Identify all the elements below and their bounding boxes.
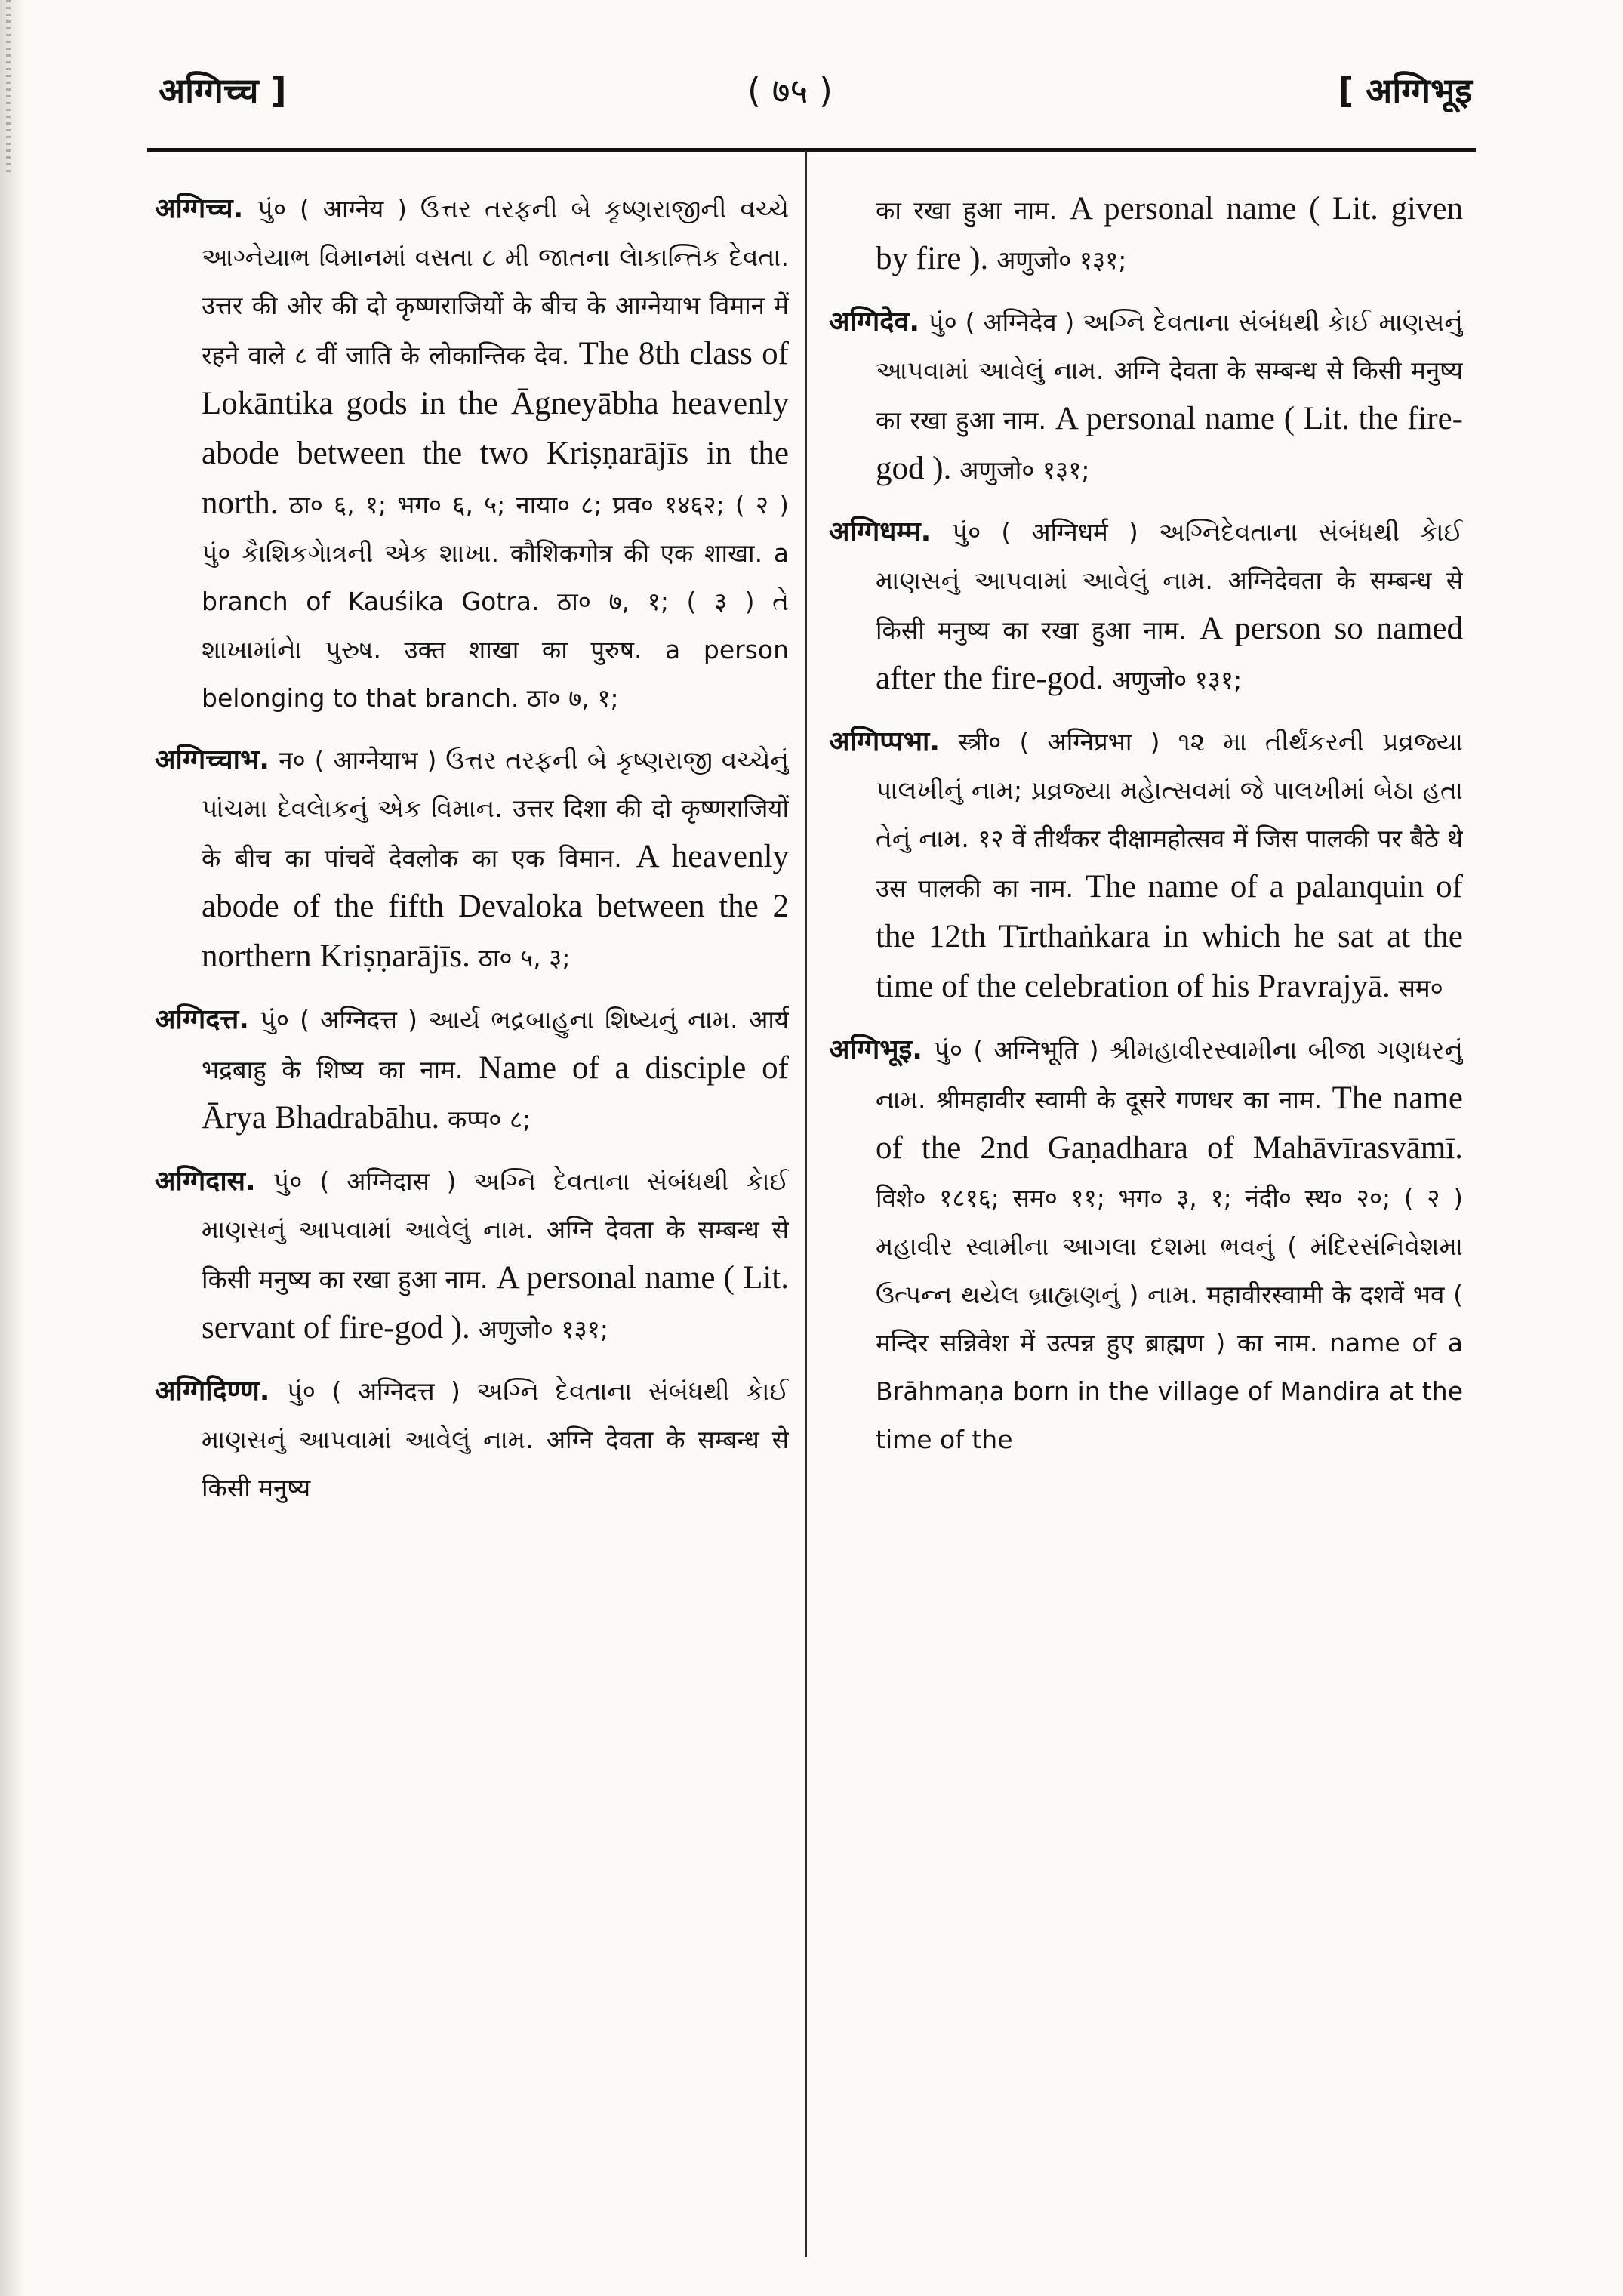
entry-headword: अग्गिभूइ. (829, 1034, 922, 1065)
entry-english: Name of a disciple of Ārya Bhadrabāhu. (202, 1050, 789, 1136)
column-divider (805, 151, 807, 2257)
entry-english: A heavenly abode of the fifth Devaloka between the 2 northern Kriṣṇarājīs. (202, 839, 789, 974)
entry-english: The 8th class of Lokāntika gods in the Āgneyābha heavenly abode between the two Kriṣṇarājīs in the north. (202, 336, 789, 521)
entry-gujarati: પું० ( अग्निधर्म ) અગ્નિદેવતાના સંબંધથી કેાઈ માણસનું આપવામાં આવેલું નામ. (876, 517, 1463, 595)
entry-english: The name of the 2nd Gaṇadhara of Mahāvīrasvāmī. (876, 1080, 1463, 1166)
dictionary-entry (829, 718, 1463, 1012)
entry-gujarati: स्त्री० ( अग्निप्रभा ) ૧૨ મા તીર્થંકરની પ્રવ્રજ્યા પાલખીનું નામ; પ્રવ્રજ્યા મહેાત્સવમાં જે પાલખીમાં બેઠા હતા તેનું નામ. (876, 727, 1463, 853)
scan-edge (0, 0, 26, 2296)
entry-refs: अणुजो० १३१; (478, 1314, 608, 1344)
entry-hindi: श्रीमहावीर स्वामी के दूसरे गणधर का नाम. (935, 1085, 1323, 1114)
dictionary-entry (155, 736, 789, 982)
header-right-guide-word: [ अग्गिभूइ (1338, 70, 1472, 111)
entry-refs: सम० (1398, 973, 1443, 1003)
entry-gujarati: પું० ( अग्निदास ) અગ્નિ દેવતાના સંબંધથી કેાઈ માણસનું આપવામાં આવેલું નામ. (202, 1166, 789, 1244)
entry-gujarati: न० ( आग्नेयाभ ) ઉત્તર તરફની બે કૃષ્ણરાજી વચ્ચેનું પાંચમા દેવલેાકનું એક વિમાન. (202, 745, 789, 823)
dictionary-entry (155, 996, 789, 1144)
entry-gujarati: પું० ( आग्नेय ) ઉત્તર તરફની બે કૃષ્ણરાજીની વચ્ચે આગ્નેયાભ વિમાનમાં વસતા ૮ મી જાતના લેાકાન્તિક દેવતા. (202, 194, 789, 272)
dictionary-entry (829, 1026, 1463, 1464)
entry-hindi: अग्नि देवता के सम्बन्ध से किसी मनुष्य का रखा हुआ नाम. (202, 1215, 789, 1294)
entry-headword: अग्गिधम्म. (829, 516, 932, 547)
entry-hindi: अग्निदेवता के सम्बन्ध से किसी मनुष्य का रखा हुआ नाम. (876, 566, 1463, 645)
dictionary-entry (829, 508, 1463, 704)
entry-headword: अग्गिदिण्ण. (155, 1376, 270, 1407)
entry-gujarati: પું० ( अग्निदत्त ) આર્ય ભદ્રબાહુના શિષ્યનું નામ. (260, 1005, 738, 1034)
entry-headword: अग्गिदास. (155, 1166, 256, 1197)
entry-hindi: अग्नि देवता के सम्बन्ध से किसी मनुष्य (202, 1425, 789, 1502)
entry-hindi: १२ वें तीर्थंकर दीक्षामहोत्सव में जिस पालकी पर बैठे थे उस पालकी का नाम. (876, 824, 1463, 903)
page-header (151, 45, 1480, 128)
entry-headword: अग्गिप्पभा. (829, 726, 941, 757)
dictionary-entry (155, 185, 789, 723)
entry-hindi: का रखा हुआ नाम. (876, 196, 1058, 225)
dictionary-entry (155, 1157, 789, 1354)
entry-hindi: उत्तर दिशा की दो कृष्णराजियों के बीच का पांचवें देवलोक का एक विमान. (202, 794, 789, 873)
entry-refs: विशे० १८१६; सम० ११; भग० ३, १; नंदी० स्थ० २०; ( २ ) મહાવીર સ્વામીના આગલા દશમા ભવનું ( મંદિરસંનિવેશમા ઉત્પન્ન થયેલ બ્રાહ્મણનું ) નામ. महावीरस्वामी के दशवें भव ( मन्दिर सन्निवेश में उत्पन्न हुए ब्राह्मण ) का नाम. name of a Brāhmaṇa born in the village of Mandira at the time of the (876, 1183, 1463, 1454)
entry-english: A personal name ( Lit. the fire-god ). (876, 401, 1463, 486)
entry-hindi: अग्नि देवता के सम्बन्ध से किसी मनुष्य का रखा हुआ नाम. (876, 356, 1463, 435)
entry-gujarati: પું० ( अग्निदत्त ) અગ્નિ દેવતાના સંબંધથી કેાઈ માણસનું આપવામાં આવેલું નામ. (202, 1376, 789, 1454)
entry-headword: अग्गिदत्त. (155, 1004, 249, 1035)
entry-refs: ठा० ६, १; भग० ६, ५; नाया० ८; प्रव० १४६२; ( २ ) પું० કૈાશિકગેાત્રની એક શાખા. कौशिकगोत्र की एक शाखा. a branch of Kauśika Gotra. ठा० ७, १; ( ३ ) તે શાખામાંનેા પુરુષ. उक्त शाखा का पुरुष. a person belonging to that branch. ठा० ७, १; (202, 490, 789, 713)
entry-english: A personal name ( Lit. given by fire ). (876, 191, 1463, 276)
dictionary-entry (829, 298, 1463, 495)
entry-gujarati: પું० ( अग्निभूति ) શ્રીમહાવીરસ્વામીના બીજા ગણધરનું નામ. (876, 1035, 1463, 1114)
entry-refs: अणुजो० १३१; (1111, 665, 1243, 695)
left-column (155, 185, 789, 2269)
dictionary-entry (155, 1367, 789, 1512)
dictionary-entry-continued (829, 185, 1463, 285)
entry-refs: अणुजो० १३१; (996, 245, 1127, 275)
header-left-guide-word: अग्गिच्च ] (159, 70, 287, 111)
entry-headword: अग्गिच्चाभ. (155, 744, 269, 775)
entry-english: A person so named after the fire-god. (876, 611, 1463, 696)
entry-headword: अग्गिच्च. (155, 193, 244, 224)
page-number: ( ७५ ) (747, 70, 833, 111)
header-rule (147, 148, 1476, 152)
entry-refs: ठा० ५, ३; (478, 943, 571, 972)
entry-hindi: उत्तर की ओर की दो कृष्णराजियों के बीच के आग्नेयाभ विमान में रहने वाले ८ वीं जाति के लोकान्तिक देव. (202, 291, 789, 370)
entry-english: A personal name ( Lit. servant of fire-god ). (202, 1260, 789, 1345)
entry-headword: अग्गिदेव. (829, 307, 920, 337)
entry-refs: कप्प० ८; (448, 1105, 531, 1134)
right-column (829, 185, 1463, 2269)
entry-gujarati: પું० ( अग्निदेव ) અગ્નિ દેવતાના સંબંધથી કેાઈ માણસનું આપવામાં આવેલું નામ. (876, 307, 1463, 385)
entry-hindi: आर्य भद्रबाहु के शिष्य का नाम. (202, 1005, 789, 1084)
entry-english: The name of a palanquin of the 12th Tīrthaṅkara in which he sat at the time of the celebration of his Pravrajyā. (876, 869, 1463, 1004)
entry-refs: अणुजो० १३१; (959, 455, 1090, 485)
